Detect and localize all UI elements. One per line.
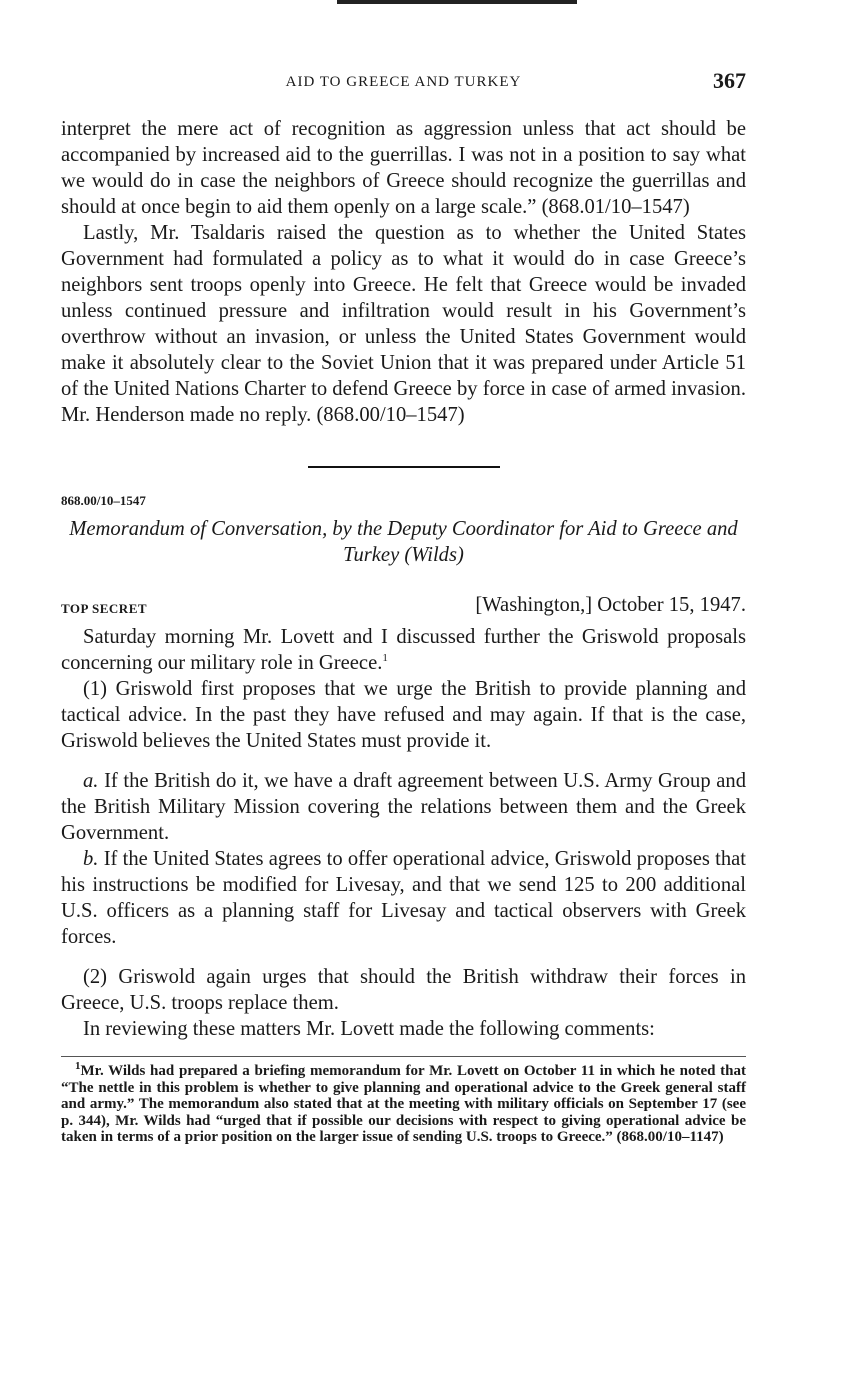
tsaldaris-paragraph: Lastly, Mr. Tsaldaris raised the question as to whether the United States Government had formulated a policy as to what it would do in case Greece’s neighbors sent troops openly into Greece. He felt that Greece would be invaded unless continued pressure and infiltration would result in his Government’s overthrow without an invasion, or unless the United States Government would make it absolutely clear to the Soviet Union that it was prepared under Article 51 of the United Nations Charter to defend Greece by force in case of armed invasion. Mr. Henderson made no reply. (868.00/10–1547) — [61, 222, 746, 426]
point-1a — [61, 768, 746, 846]
classification-label: TOP SECRET — [61, 601, 148, 616]
running-head: AID TO GREECE AND TURKEY — [285, 74, 522, 90]
footnote-1 — [61, 1060, 746, 1146]
place-date: [Washington,] October 15, 1947. — [475, 594, 746, 616]
point-1: (1) Griswold first proposes that we urge the British to provide planning and tactical advice. In the past they have refused and may again. If that is the case, Griswold believes the United States must provide it. — [61, 678, 746, 752]
footnotes — [61, 1056, 746, 1146]
continued-paragraph: interpret the mere act of recognition as aggression unless that act should be accompanied by increased aid to the guerrillas. I was not in a position to say what we would do in case the neighbors of Greece should recognize the guerrillas and should at once begin to aid them openly on a large scale.” (868.01/10–1547) — [61, 118, 746, 218]
closing-paragraph: In reviewing these matters Mr. Lovett made the following comments: — [83, 1018, 655, 1040]
dateline — [61, 594, 746, 624]
point-2: (2) Griswold again urges that should the British withdraw their forces in Greece, U.S. troops replace them. — [61, 966, 746, 1014]
page-body — [61, 68, 746, 1146]
top-edge-rule — [337, 0, 577, 4]
page-header — [61, 68, 746, 98]
intro-text: Saturday morning Mr. Lovett and I discussed further the Griswold proposals concerning our military role in Greece. — [61, 626, 746, 674]
intro-paragraph — [61, 624, 746, 676]
point-1b-text: If the United States agrees to offer operational advice, Griswold proposes that his instructions be modified for Livesay, and that we send 125 to 200 additional U.S. officers as a planning staff for Livesay and tactical observers with Greek forces. — [61, 848, 746, 948]
document-title: Memorandum of Conversation, by the Deputy Coordinator for Aid to Greece and Turkey (Wilds) — [69, 518, 738, 566]
point-1b-label: b. — [83, 848, 99, 870]
point-1b — [61, 846, 746, 950]
footnote-marker: 1 — [75, 1060, 81, 1072]
point-1a-label: a. — [83, 770, 99, 792]
section-divider — [308, 466, 500, 468]
footnote-reference: 1 — [382, 652, 388, 665]
footnote-text: Mr. Wilds had prepared a briefing memorandum for Mr. Lovett on October 11 in which he noted that “The nettle in this problem is whether to give planning and operational advice to the Greek general staff and army.” The memorandum also stated that at the meeting with military officials on September 17 (see p. 344), Mr. Wilds had “urged that if possible our decisions with respect to giving operational advice be taken in terms of a prior position on the larger issue of sending U.S. troops to Greece.” (868.00/10–1147) — [61, 1063, 746, 1145]
point-1a-text: If the British do it, we have a draft agreement between U.S. Army Group and the British Military Mission covering the relations between them and the Greek Government. — [61, 770, 746, 844]
page-number: 367 — [713, 68, 746, 93]
document-file-number: 868.00/10–1547 — [61, 493, 146, 508]
